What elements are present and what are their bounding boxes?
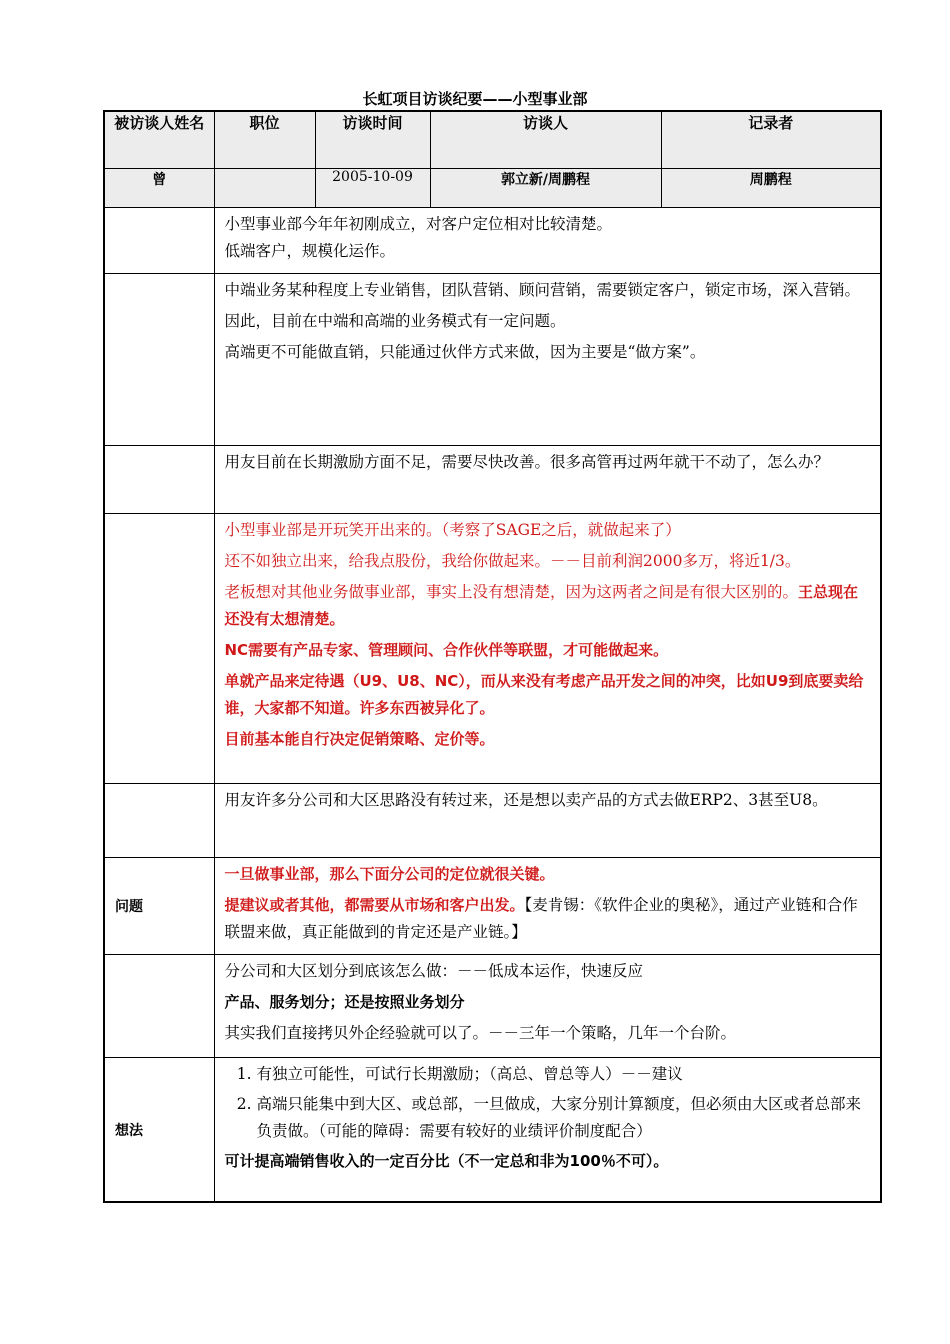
note-line: 中端业务某种程度上专业销售，团队营销、顾问营销，需要锁定客户，锁定市场，深入营销。 [224, 281, 861, 299]
note-text: 老板想对其他业务做事业部，事实上没有想清楚，因为这两者之间是有很大区别的。 [224, 583, 799, 601]
note-row-1 [104, 208, 881, 274]
row-label [104, 514, 214, 784]
row-label [104, 274, 214, 446]
document-title: 长虹项目访谈纪要——小型事业部 [362, 90, 588, 108]
info-interviewee: 曾 [104, 169, 214, 208]
header-row [104, 111, 881, 169]
row-label [104, 955, 214, 1058]
row-label [104, 208, 214, 274]
info-row [104, 169, 881, 208]
row-label [104, 784, 214, 858]
list-item: 1. 有独立可能性，可试行长期激励；（高总、曾总等人）－－建议 [257, 1061, 873, 1088]
note-line: 分公司和大区划分到底该怎么做：－－低成本运作，快速反应 [224, 962, 644, 980]
note-row-ideas [104, 1058, 881, 1203]
note-content [214, 274, 881, 446]
note-text-bold: 王总现在还没有太想清楚。 [224, 583, 859, 628]
note-line: 用友许多分公司和大区思路没有转过来，还是想以卖产品的方式去做ERP2、3甚至U8。 [224, 791, 828, 809]
note-content [214, 1058, 881, 1203]
header-time: 访谈时间 [315, 111, 430, 169]
note-line [225, 892, 873, 946]
note-line: 低端客户，规模化运作。 [224, 242, 396, 260]
info-position [214, 169, 315, 208]
note-line: 还不如独立出来，给我点股份，我给你做起来。－－目前利润2000多万，将近1/3。 [224, 552, 801, 570]
note-row-4 [104, 514, 881, 784]
note-line: 小型事业部是开玩笑开出来的。（考察了SAGE之后，就做起来了） [224, 521, 681, 539]
note-text: 【麦肯锡：《软件企业的奥秘》，通过产业链和合作联盟来做，真正能做到的肯定还是产业链。】 [224, 896, 858, 941]
note-content [214, 446, 881, 514]
note-line: 一旦做事业部，那么下面分公司的定位就很关键。 [224, 865, 555, 883]
header-interviewee: 被访谈人姓名 [104, 111, 214, 169]
note-content [214, 955, 881, 1058]
info-interviewer: 郭立新/周鹏程 [430, 169, 661, 208]
list-item: 2. 高端只能集中到大区、或总部，一旦做成，大家分别计算额度，但必须由大区或者总部来负责做。（可能的障碍：需要有较好的业绩评价制度配合） [257, 1091, 873, 1145]
interview-table [103, 110, 882, 1203]
note-line: 用友目前在长期激励方面不足，需要尽快改善。很多高管再过两年就干不动了，怎么办？ [224, 453, 830, 471]
note-content [214, 514, 881, 784]
header-position: 职位 [214, 111, 315, 169]
note-line: 目前基本能自行决定促销策略、定价等。 [224, 730, 495, 748]
note-line: 小型事业部今年年初刚成立，对客户定位相对比较清楚。 [224, 215, 613, 233]
note-line: 因此，目前在中端和高端的业务模式有一定问题。 [224, 312, 566, 330]
note-line: 其实我们直接拷贝外企经验就可以了。－－三年一个策略，几年一个台阶。 [224, 1024, 737, 1042]
note-row-3 [104, 446, 881, 514]
info-recorder: 周鹏程 [661, 169, 881, 208]
row-label [104, 446, 214, 514]
note-row-5 [104, 784, 881, 858]
note-content [214, 784, 881, 858]
note-line: 高端更不可能做直销，只能通过伙伴方式来做，因为主要是“做方案”。 [224, 343, 706, 361]
note-text-bold: 提建议或者其他，都需要从市场和客户出发。 [224, 896, 525, 914]
header-recorder: 记录者 [661, 111, 881, 169]
header-interviewer: 访谈人 [430, 111, 661, 169]
note-line: 可计提高端销售收入的一定百分比（不一定总和非为100％不可）。 [224, 1152, 669, 1170]
ideas-list [225, 1061, 873, 1145]
note-line: 单就产品来定待遇（U9、U8、NC），而从来没有考虑产品开发之间的冲突，比如U9到底要卖给谁，大家都不知道。许多东西被异化了。 [224, 672, 864, 717]
note-line: NC需要有产品专家、管理顾问、合作伙伴等联盟，才可能做起来。 [224, 641, 669, 659]
issues-label: 问题 [104, 858, 214, 955]
note-content [214, 858, 881, 955]
info-time: 2005-10-09 [315, 169, 430, 208]
note-row-7 [104, 955, 881, 1058]
note-content [214, 208, 881, 274]
note-row-issues [104, 858, 881, 955]
note-line [225, 579, 873, 633]
ideas-label: 想法 [104, 1058, 214, 1203]
note-line: 产品、服务划分；还是按照业务划分 [224, 993, 465, 1011]
note-row-2 [104, 274, 881, 446]
